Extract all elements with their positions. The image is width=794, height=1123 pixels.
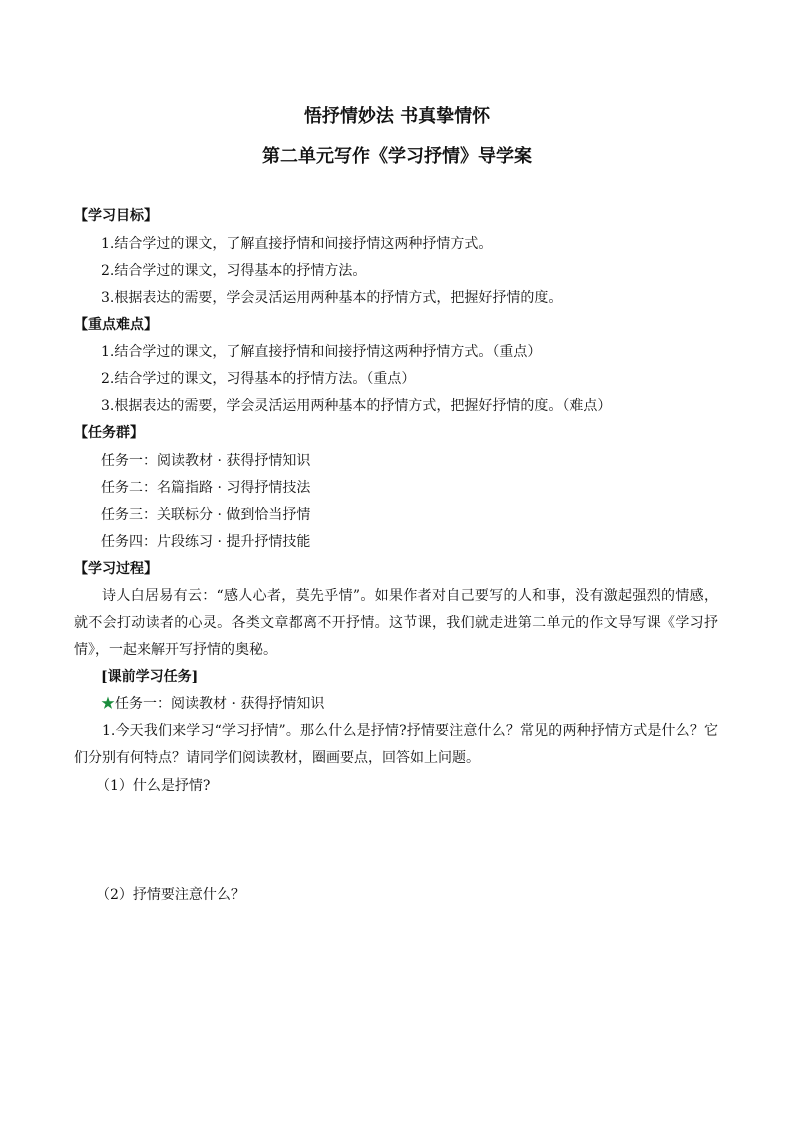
sub-question-2: （2）抒情要注意什么？	[96, 887, 245, 903]
star-icon: ★	[101, 696, 115, 712]
heading-goals: 【学习目标】	[74, 208, 158, 224]
document-subtitle: 第二单元写作《学习抒情》导学案	[262, 146, 532, 167]
pre-task-label: [课前学习任务]	[101, 669, 199, 685]
task-item: 任务三：关联标分 · 做到恰当抒情	[101, 507, 311, 523]
task-item: 任务二：名篇指路 · 习得抒情技法	[101, 480, 311, 496]
keypoint-item: 3.根据表达的需要，学会灵活运用两种基本的抒情方式，把握好抒情的度。（难点）	[101, 398, 612, 414]
keypoint-item: 2.结合学过的课文，习得基本的抒情方法。（重点）	[101, 371, 416, 387]
intro-paragraph: 诗人白居易有云：“感人心者，莫先乎情”。如果作者对自己要写的人和事，没有激起强烈的情感，就不会打动读者的心灵。各类文章都离不开抒情。这节课，我们就走进第二单元的作文导写课《学习抒情》，一起来解开写抒情的奥秘。	[74, 588, 718, 658]
sub-question-1: （1）什么是抒情?	[96, 778, 211, 794]
task-item: 任务一：阅读教材 · 获得抒情知识	[101, 453, 311, 469]
task1-line	[101, 695, 724, 713]
heading-tasks: 【任务群】	[74, 425, 144, 441]
document-title: 悟抒情妙法 书真挚情怀	[303, 106, 491, 127]
heading-keypoints: 【重点难点】	[74, 317, 158, 333]
goal-item: 1.结合学过的课文，了解直接抒情和间接抒情这两种抒情方式。	[101, 236, 493, 252]
goal-item: 3.根据表达的需要，学会灵活运用两种基本的抒情方式，把握好抒情的度。	[101, 290, 563, 306]
task1-text: 任务一：阅读教材 · 获得抒情知识	[115, 696, 325, 712]
keypoint-item: 1.结合学过的课文，了解直接抒情和间接抒情这两种抒情方式。（重点）	[101, 344, 542, 360]
question-1: 1.今天我们来学习“学习抒情”。那么什么是抒情?抒情要注意什么？常见的两种抒情方式是什么？它们分别有何特点？请同学们阅读教材，圈画要点，回答如上问题。	[74, 723, 718, 766]
heading-process: 【学习过程】	[74, 561, 158, 577]
goal-item: 2.结合学过的课文，习得基本的抒情方法。	[101, 263, 367, 279]
task-item: 任务四：片段练习 · 提升抒情技能	[101, 534, 311, 550]
